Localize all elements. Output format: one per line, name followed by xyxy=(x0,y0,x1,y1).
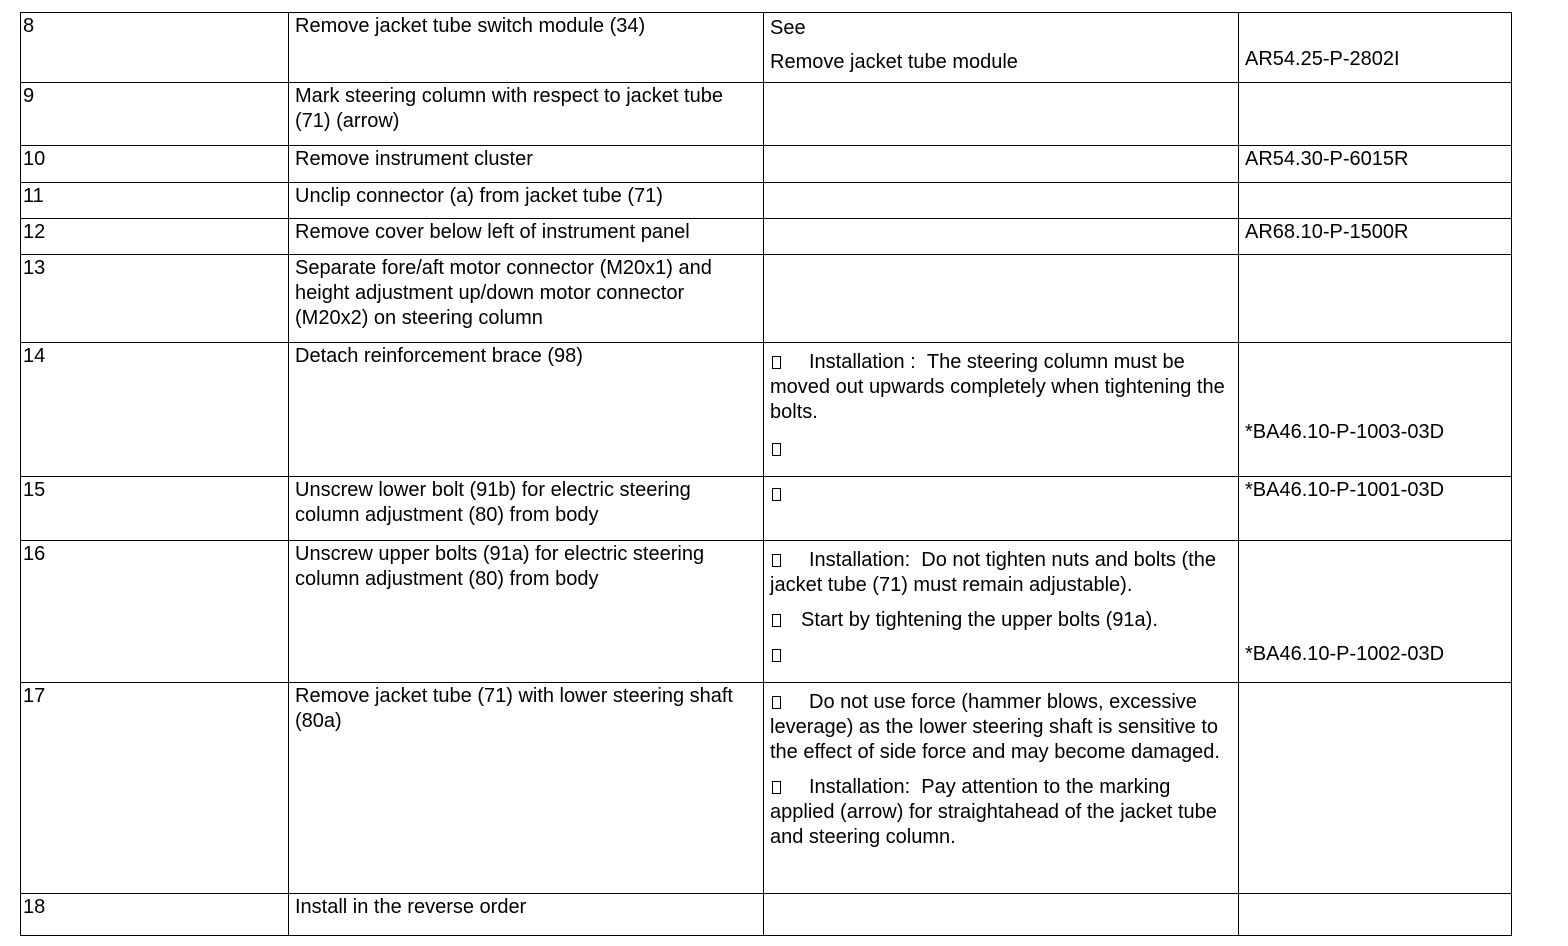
note-cell xyxy=(764,541,1239,683)
note-cell xyxy=(764,894,1239,936)
table-row xyxy=(21,894,1512,936)
table-row xyxy=(21,343,1512,477)
reference-cell xyxy=(1239,894,1512,936)
operation-text: Remove cover below left of instrument panel xyxy=(289,219,764,255)
table-row xyxy=(21,146,1512,183)
installation-note xyxy=(770,548,1226,598)
operation-text: Detach reinforcement brace (98) xyxy=(289,343,764,477)
step-number: 8 xyxy=(21,13,289,83)
reference-cell xyxy=(1239,541,1512,683)
operation-text: Unscrew upper bolts (91a) for electric steering column adjustment (80) from body xyxy=(289,541,764,683)
step-number: 10 xyxy=(21,146,289,183)
reference-cell xyxy=(1239,13,1512,83)
note-cell xyxy=(764,83,1239,146)
operation-text: Unscrew lower bolt (91b) for electric steering column adjustment (80) from body xyxy=(289,477,764,541)
reference-cell xyxy=(1239,255,1512,343)
checkbox-icon xyxy=(772,488,781,501)
note-cell xyxy=(764,477,1239,541)
checkbox-icon xyxy=(772,781,781,794)
reference-cell xyxy=(1239,183,1512,219)
note-cell xyxy=(764,343,1239,477)
step-number: 11 xyxy=(21,183,289,219)
reference-link[interactable]: AR54.25-P-2802I xyxy=(1245,48,1400,70)
step-number: 18 xyxy=(21,894,289,936)
procedure-table xyxy=(20,12,1512,936)
note-cell xyxy=(764,146,1239,183)
installation-note xyxy=(770,775,1226,850)
checkbox-icon xyxy=(772,614,781,627)
step-number: 17 xyxy=(21,683,289,894)
note-cell xyxy=(764,219,1239,255)
note-cell xyxy=(764,255,1239,343)
note-label: Installation : xyxy=(809,351,916,373)
checkbox-icon xyxy=(772,696,781,709)
reference-cell xyxy=(1239,343,1512,477)
reference-cell xyxy=(1239,683,1512,894)
step-number: 15 xyxy=(21,477,289,541)
step-number: 14 xyxy=(21,343,289,477)
reference-link[interactable]: AR68.10-P-1500R xyxy=(1239,219,1512,255)
note-see-label: See xyxy=(770,17,806,39)
checkbox-icon xyxy=(772,356,781,369)
note-cell xyxy=(764,183,1239,219)
note-cell xyxy=(764,683,1239,894)
step-number: 13 xyxy=(21,255,289,343)
checkbox-icon xyxy=(772,649,781,662)
checkbox-icon xyxy=(772,443,781,456)
operation-text: Remove jacket tube switch module (34) xyxy=(289,13,764,83)
note-label: Installation: xyxy=(809,776,911,798)
operation-text: Unclip connector (a) from jacket tube (71) xyxy=(289,183,764,219)
step-number: 16 xyxy=(21,541,289,683)
tightening-note xyxy=(770,608,1226,633)
note-text: Do not tighten nuts and bolts (the jacket tube (71) must remain adjustable). xyxy=(770,549,1216,596)
operation-text: Remove instrument cluster xyxy=(289,146,764,183)
spec-note xyxy=(770,482,1226,507)
caution-note xyxy=(770,690,1226,765)
table-row xyxy=(21,683,1512,894)
spec-note xyxy=(770,437,1226,462)
reference-link[interactable]: *BA46.10-P-1001-03D xyxy=(1239,477,1512,541)
table-row xyxy=(21,13,1512,83)
step-number: 9 xyxy=(21,83,289,146)
table-row xyxy=(21,183,1512,219)
operation-text: Remove jacket tube (71) with lower steering shaft (80a) xyxy=(289,683,764,894)
operation-text: Separate fore/aft motor connector (M20x1) and height adjustment up/down motor connector (M20x2) on steering column xyxy=(289,255,764,343)
step-number: 12 xyxy=(21,219,289,255)
note-text: Pay attention to the marking applied (arrow) for straightahead of the jacket tube and steering column. xyxy=(770,776,1217,848)
table-row xyxy=(21,477,1512,541)
note-label: Installation: xyxy=(809,549,911,571)
reference-cell xyxy=(1239,83,1512,146)
see-link[interactable]: Remove jacket tube module xyxy=(770,51,1018,73)
note-text: The steering column must be moved out upwards completely when tightening the bolts. xyxy=(770,351,1225,423)
note-text: Do not use force (hammer blows, excessive leverage) as the lower steering shaft is sensitive to the effect of side force and may become damaged. xyxy=(770,691,1220,763)
note-text: Start by tightening the upper bolts (91a). xyxy=(801,609,1158,631)
checkbox-icon xyxy=(772,554,781,567)
note-cell xyxy=(764,13,1239,83)
operation-text: Mark steering column with respect to jacket tube (71) (arrow) xyxy=(289,83,764,146)
installation-note xyxy=(770,350,1226,425)
reference-link[interactable]: *BA46.10-P-1002-03D xyxy=(1245,643,1445,665)
table-row xyxy=(21,83,1512,146)
operation-text: Install in the reverse order xyxy=(289,894,764,936)
spec-note xyxy=(770,643,1226,668)
reference-link[interactable]: *BA46.10-P-1003-03D xyxy=(1245,421,1445,443)
table-row xyxy=(21,541,1512,683)
reference-link[interactable]: AR54.30-P-6015R xyxy=(1239,146,1512,183)
table-row xyxy=(21,219,1512,255)
table-row xyxy=(21,255,1512,343)
